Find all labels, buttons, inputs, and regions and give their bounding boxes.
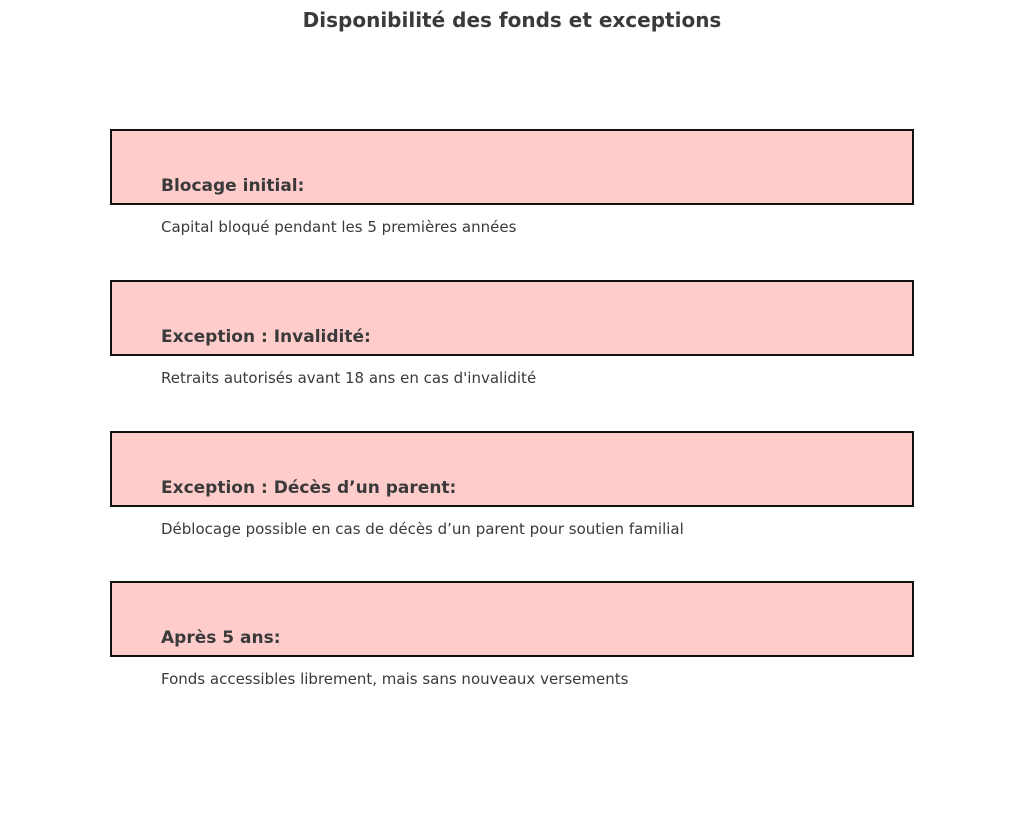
diagram-title: Disponibilité des fonds et exceptions (302, 8, 722, 32)
step-block-after-five-years (110, 581, 914, 688)
step-description: Fonds accessibles librement, mais sans nouveaux versements (161, 670, 629, 688)
step-block-disability-exception (110, 280, 914, 387)
step-label: Exception : Décès d’un parent: (161, 478, 457, 498)
step-description: Capital bloqué pendant les 5 premières années (161, 218, 517, 236)
step-box (110, 280, 914, 356)
step-label: Blocage initial: (161, 176, 305, 196)
step-box (110, 581, 914, 657)
step-box (110, 431, 914, 507)
step-box (110, 129, 914, 205)
step-block-initial-lock (110, 129, 914, 236)
step-description: Déblocage possible en cas de décès d’un parent pour soutien familial (161, 520, 684, 538)
step-label: Après 5 ans: (161, 628, 281, 648)
step-description: Retraits autorisés avant 18 ans en cas d'invalidité (161, 369, 537, 387)
step-block-parent-death-exception (110, 431, 914, 538)
step-label: Exception : Invalidité: (161, 327, 371, 347)
